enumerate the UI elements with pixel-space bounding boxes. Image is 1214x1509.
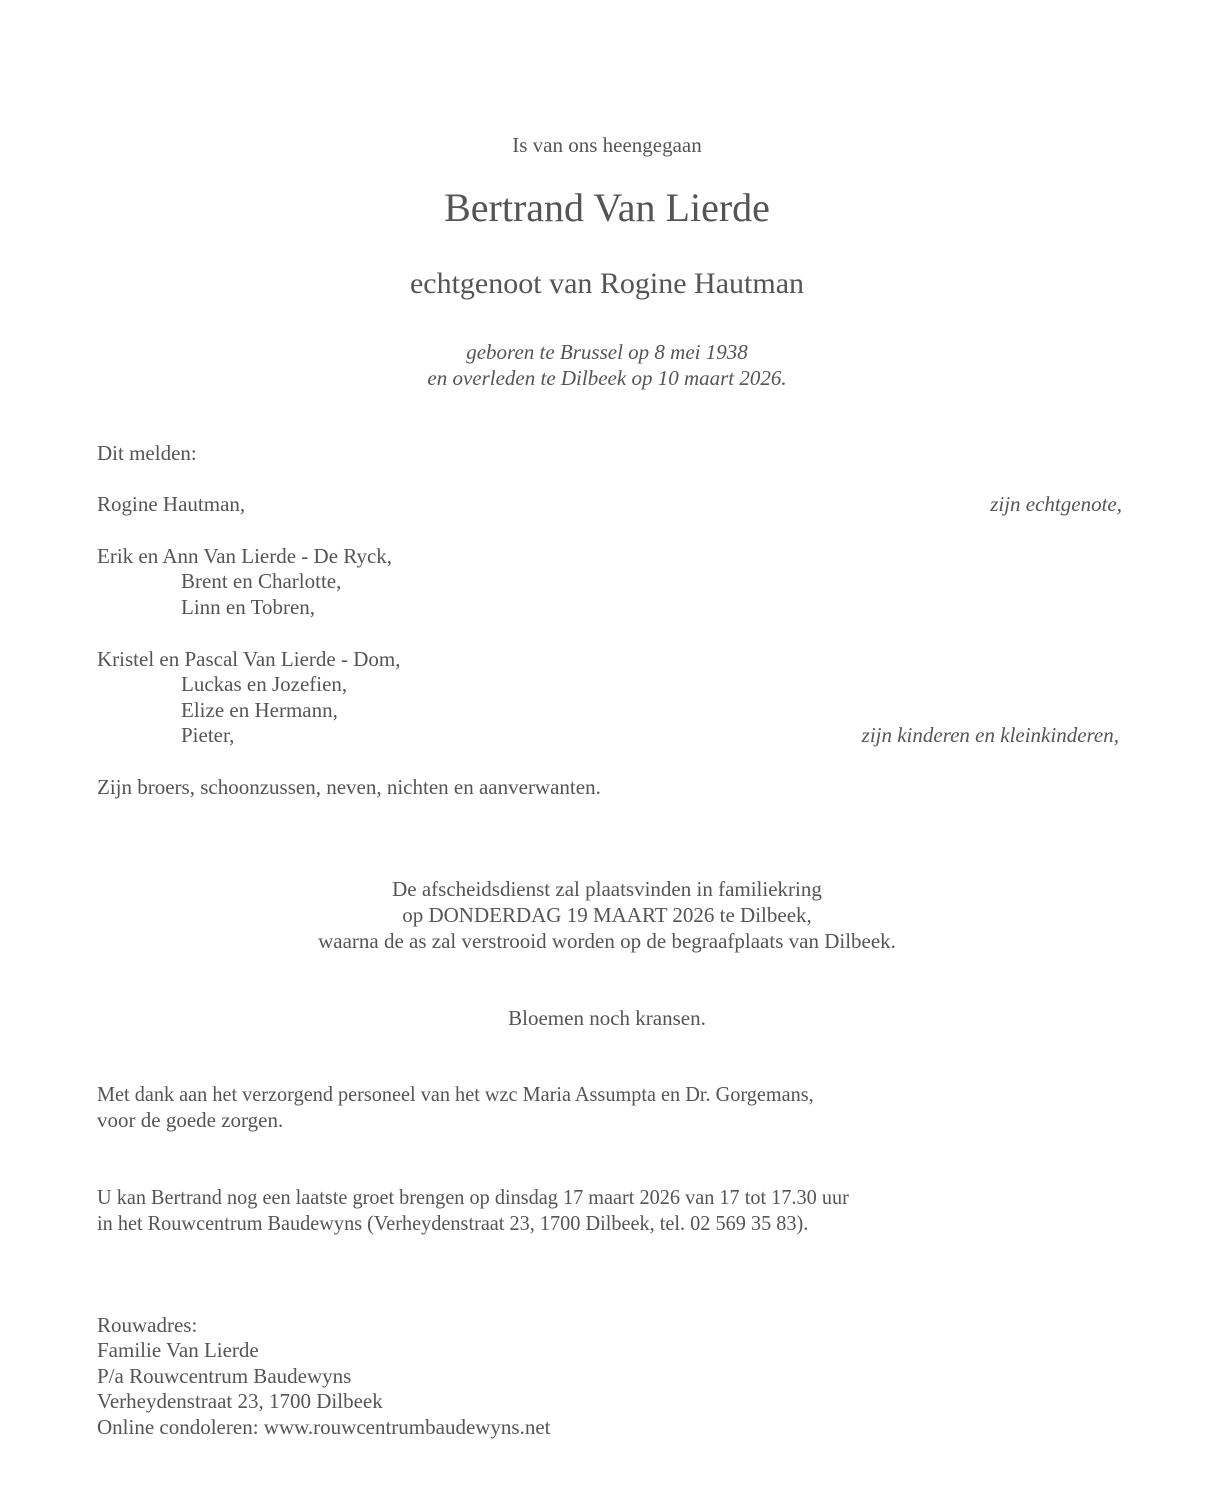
children-relation: zijn kinderen en kleinkinderen, bbox=[861, 723, 1119, 747]
address-line: P/a Rouwcentrum Baudewyns bbox=[97, 1364, 352, 1388]
family-2-grandchild: Pieter, bbox=[181, 723, 235, 747]
family-2-parents: Kristel en Pascal Van Lierde - Dom, bbox=[97, 647, 401, 671]
spouse-name: Rogine Hautman, bbox=[97, 492, 246, 516]
visitation-line-text: U kan Bertrand nog een laatste groet brengen op dinsdag 17 maart 2026 van 17 tot 17.30 uur bbox=[97, 1185, 849, 1209]
family-2-grandchild: Elize en Hermann, bbox=[181, 698, 338, 722]
thanks-line: voor de goede zorgen. bbox=[97, 1108, 284, 1132]
family-1-grandchild: Linn en Tobren, bbox=[181, 595, 316, 619]
address-line: Familie Van Lierde bbox=[97, 1338, 259, 1362]
family-1-parents: Erik en Ann Van Lierde - De Ryck, bbox=[97, 544, 393, 568]
service-line: op DONDERDAG 19 MAART 2026 te Dilbeek, bbox=[402, 903, 812, 927]
condolence-line bbox=[97, 1414, 551, 1440]
other-relatives: Zijn broers, schoonzussen, neven, nichten en aanverwanten. bbox=[97, 775, 601, 799]
service-line: waarna de as zal verstrooid worden op de begraafplaats van Dilbeek. bbox=[318, 929, 896, 953]
family-2-grandchild: Luckas en Jozefien, bbox=[181, 672, 348, 696]
birth-line: geboren te Brussel op 8 mei 1938 bbox=[466, 340, 748, 364]
intro-text: Is van ons heengegaan bbox=[512, 133, 702, 157]
visitation-line-text: in het Rouwcentrum Baudewyns (Verheydenstraat 23, 1700 Dilbeek, tel. 02 569 35 83). bbox=[97, 1211, 809, 1235]
spouse-relation: zijn echtgenote, bbox=[990, 492, 1122, 516]
condolence-label: Online condoleren: bbox=[97, 1415, 264, 1439]
announcers-intro: Dit melden: bbox=[97, 441, 197, 465]
family-1-grandchild: Brent en Charlotte, bbox=[181, 569, 342, 593]
death-line: en overleden te Dilbeek op 10 maart 2026. bbox=[427, 366, 787, 390]
visitation-line bbox=[97, 1210, 834, 1236]
address-line: Verheydenstraat 23, 1700 Dilbeek bbox=[97, 1389, 383, 1413]
thanks-line-text: Met dank aan het verzorgend personeel van het wzc Maria Assumpta en Dr. Gorgemans, bbox=[97, 1082, 814, 1106]
flowers-note: Bloemen noch kransen. bbox=[508, 1006, 706, 1030]
birth-death-block bbox=[0, 339, 1214, 391]
service-block bbox=[0, 876, 1214, 954]
spouse-line: echtgenoot van Rogine Hautman bbox=[409, 267, 805, 300]
address-label: Rouwadres: bbox=[97, 1313, 198, 1337]
condolence-link[interactable]: www.rouwcentrumbaudewyns.net bbox=[263, 1415, 551, 1439]
deceased-name: Bertrand Van Lierde bbox=[444, 185, 770, 230]
service-line: De afscheidsdienst zal plaatsvinden in familiekring bbox=[392, 877, 822, 901]
visitation-line bbox=[97, 1184, 876, 1210]
thanks-line bbox=[97, 1081, 840, 1107]
